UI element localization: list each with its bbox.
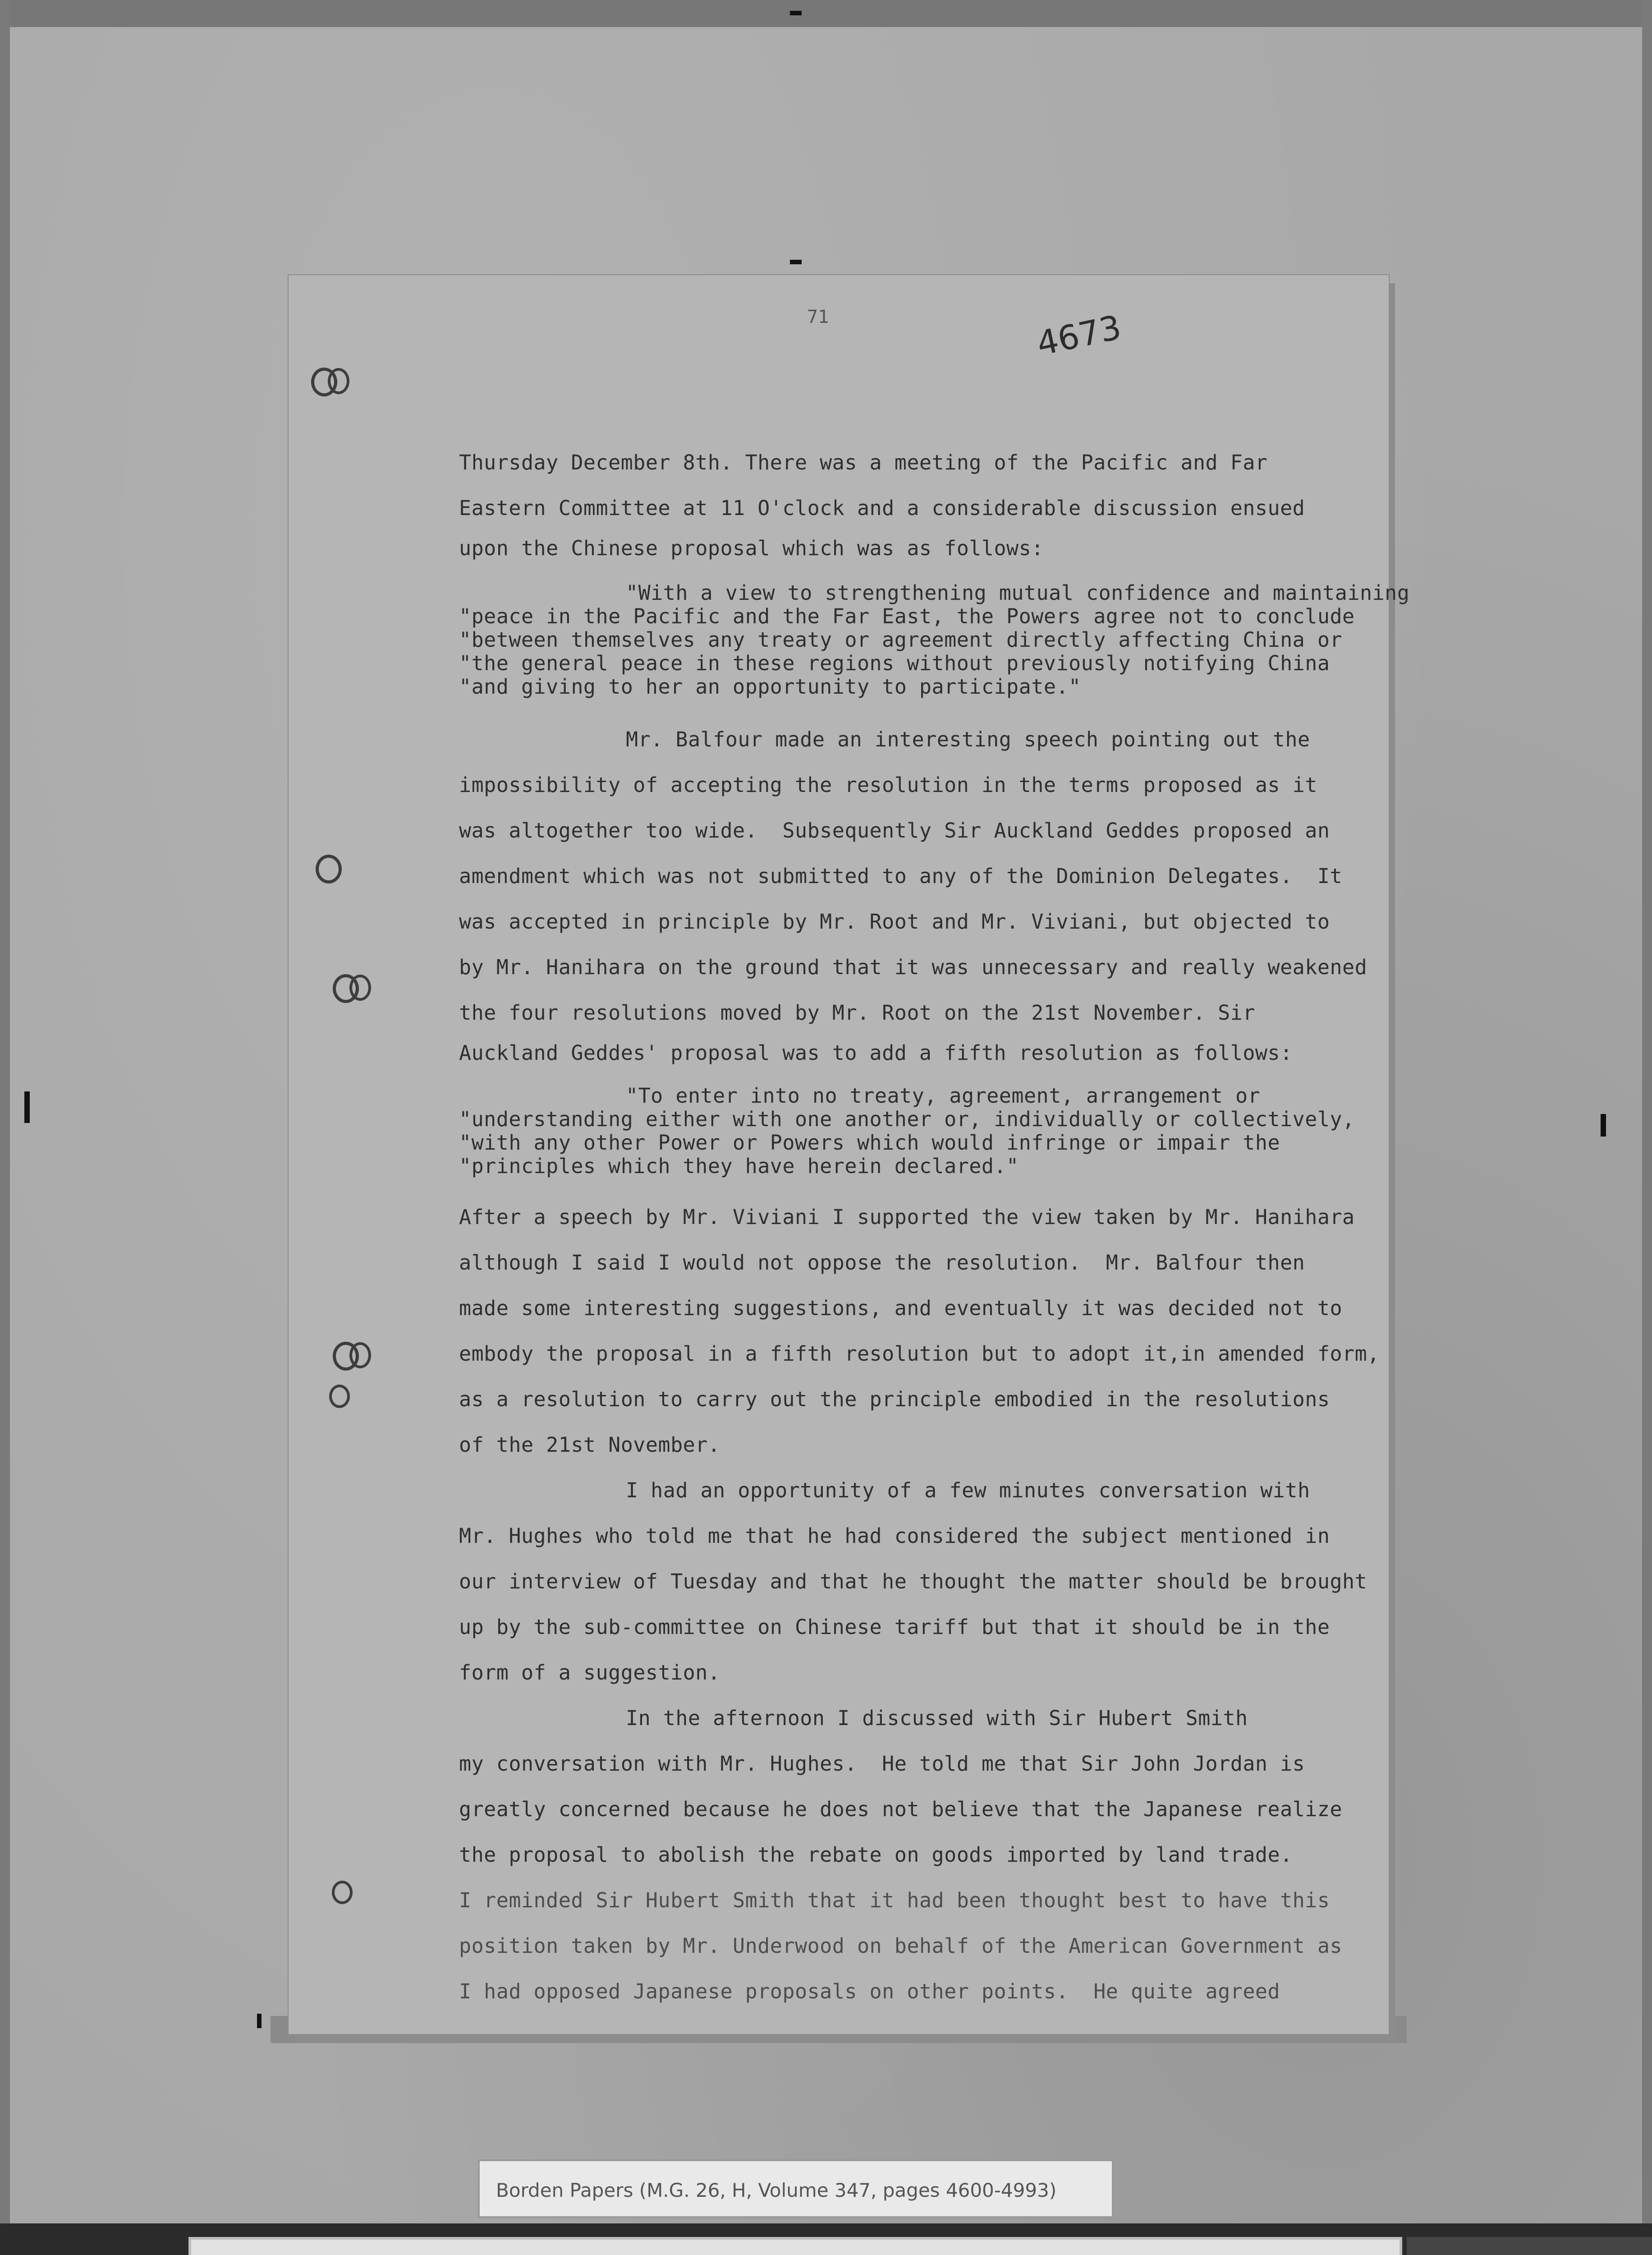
- punch-hole: [329, 1385, 350, 1408]
- punch-hole: [332, 1881, 353, 1904]
- text-line: although I said I would not oppose the resolution. Mr. Balfour then: [459, 1251, 1305, 1275]
- text-line: After a speech by Mr. Viviani I supported the view taken by Mr. Hanihara: [459, 1205, 1355, 1229]
- text-line: my conversation with Mr. Hughes. He told me that Sir John Jordan is: [459, 1752, 1305, 1776]
- collection-caption: Borden Papers (M.G. 26, H, Volume 347, pages 4600-4993): [478, 2159, 1114, 2218]
- quote-line: "understanding either with one another or, individually or collectively,: [459, 1107, 1355, 1131]
- text-line: as a resolution to carry out the principle embodied in the resolutions: [459, 1387, 1330, 1411]
- film-edge-mark: [257, 2014, 262, 2028]
- film-left-edge: [0, 0, 10, 2223]
- archives-stamp-card: [188, 2237, 1402, 2255]
- punch-hole: [333, 974, 359, 1003]
- text-line: greatly concerned because he does not believe that the Japanese realize: [459, 1797, 1343, 1821]
- text-line: Thursday December 8th. There was a meeting of the Pacific and Far: [459, 451, 1268, 474]
- text-line: our interview of Tuesday and that he thought the matter should be brought: [459, 1569, 1367, 1593]
- text-line: upon the Chinese proposal which was as follows:: [459, 536, 1044, 560]
- text-line: up by the sub-committee on Chinese tariff but that it should be in the: [459, 1615, 1330, 1639]
- punch-hole: [311, 368, 337, 396]
- text-line: position taken by Mr. Underwood on behalf of the American Government as: [459, 1934, 1343, 1958]
- text-line: was altogether too wide. Subsequently Sir Auckland Geddes proposed an: [459, 819, 1330, 842]
- quote-line: "the general peace in these regions without previously notifying China: [459, 651, 1330, 675]
- quote-line: "and giving to her an opportunity to participate.": [459, 675, 1081, 699]
- typed-letter-body: [459, 440, 1410, 2014]
- chinese-proposal-quote: [459, 581, 1410, 699]
- page-number: 71: [807, 307, 829, 327]
- text-line: Mr. Balfour made an interesting speech pointing out the: [626, 727, 1310, 751]
- text-line: In the afternoon I discussed with Sir Hubert Smith: [626, 1706, 1248, 1730]
- film-right-edge: [1642, 0, 1652, 2223]
- punch-hole: [333, 1342, 359, 1371]
- text-line: was accepted in principle by Mr. Root and Mr. Viviani, but objected to: [459, 910, 1330, 934]
- quote-line: "To enter into no treaty, agreement, arrangement or: [626, 1084, 1261, 1108]
- punch-hole: [316, 855, 342, 884]
- quote-line: "principles which they have herein declared.": [459, 1154, 1019, 1178]
- text-line: Mr. Hughes who told me that he had considered the subject mentioned in: [459, 1524, 1330, 1548]
- quote-line: "With a view to strengthening mutual confidence and maintaining: [626, 581, 1410, 605]
- text-line: embody the proposal in a fifth resolution but to adopt it,in amended form,: [459, 1342, 1380, 1366]
- quote-line: "peace in the Pacific and the Far East, the Powers agree not to conclude: [459, 604, 1355, 628]
- text-line: impossibility of accepting the resolution in the terms proposed as it: [459, 773, 1317, 797]
- geddes-proposal-quote: [459, 1084, 1355, 1178]
- text-line: of the 21st November.: [459, 1433, 720, 1457]
- film-edge-mark: [790, 260, 802, 264]
- text-line: amendment which was not submitted to any of the Dominion Delegates. It: [459, 864, 1343, 888]
- text-line: the proposal to abolish the rebate on goods imported by land trade.: [459, 1843, 1293, 1867]
- text-line: Auckland Geddes' proposal was to add a fifth resolution as follows:: [459, 1041, 1293, 1065]
- stamp-card-shadow: [1407, 2237, 1652, 2255]
- text-line: I reminded Sir Hubert Smith that it had been thought best to have this: [459, 1888, 1330, 1912]
- text-line: I had opposed Japanese proposals on other points. He quite agreed: [459, 1979, 1280, 2003]
- text-line: the four resolutions moved by Mr. Root on the 21st November. Sir: [459, 1001, 1255, 1025]
- text-line: I had an opportunity of a few minutes conversation with: [626, 1478, 1310, 1502]
- film-edge-mark: [790, 11, 802, 15]
- film-top-band: [0, 0, 1652, 27]
- text-line: made some interesting suggestions, and eventually it was decided not to: [459, 1296, 1343, 1320]
- quote-line: "with any other Power or Powers which would infringe or impair the: [459, 1131, 1280, 1155]
- film-edge-mark: [1601, 1114, 1606, 1137]
- text-line: Eastern Committee at 11 O'clock and a considerable discussion ensued: [459, 496, 1305, 520]
- text-line: by Mr. Hanihara on the ground that it was unnecessary and really weakened: [459, 955, 1367, 979]
- film-edge-mark: [24, 1091, 30, 1123]
- text-line: form of a suggestion.: [459, 1661, 720, 1684]
- quote-line: "between themselves any treaty or agreement directly affecting China or: [459, 628, 1343, 652]
- handwritten-document-number: 4673: [1033, 308, 1125, 364]
